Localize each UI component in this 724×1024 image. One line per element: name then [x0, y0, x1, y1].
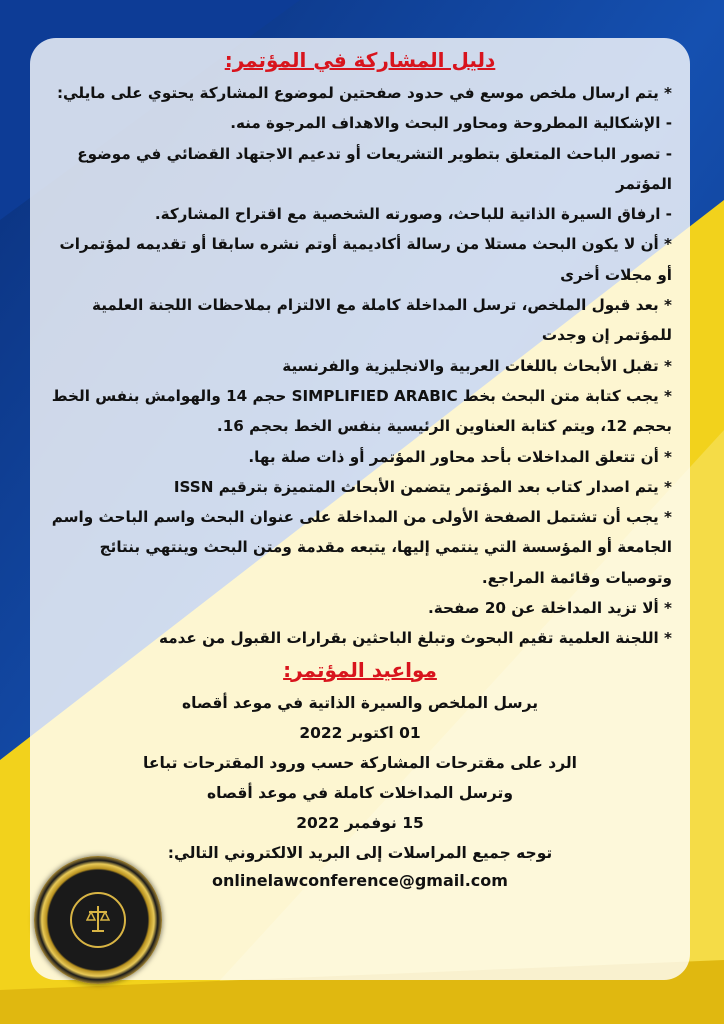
guide-item: - تصور الباحث المتعلق بتطوير التشريعات أو تدعيم الاجتهاد القضائي في موضوع المؤتمر: [77, 144, 672, 193]
university-seal-logo: [34, 856, 162, 984]
guide-item: * يتم اصدار كتاب بعد المؤتمر يتضمن الأبحاث المتميزة بترقيم ISSN: [173, 477, 672, 496]
dates-line: 15 نوفمبر 2022: [296, 813, 424, 832]
contact-email[interactable]: onlinelawconference@gmail.com: [212, 870, 508, 890]
guide-item: * اللجنة العلمية تقيم البحوث وتبلغ الباحثين بقرارات القبول من عدمه: [159, 629, 672, 648]
guide-item: * بعد قبول الملخص، ترسل المداخلة كاملة مع الالتزام بملاحظات اللجنة العلمية للمؤتمر إن وجدت: [92, 296, 672, 345]
dates-line: وترسل المداخلات كاملة في موعد أقصاه: [206, 783, 513, 802]
dates-line: 01 اكتوبر 2022: [299, 723, 421, 742]
dates-line: يرسل الملخص والسيرة الذاتية في موعد أقصاه: [181, 693, 539, 712]
content-card: [30, 38, 690, 980]
guide-item: * أن لا يكون البحث مستلا من رسالة أكاديمية أوتم نشره سابقا أو تقديمه لمؤتمرات أو مجلات أخرى: [59, 235, 672, 284]
guide-item: * يجب كتابة متن البحث بخط SIMPLIFIED ARABIC حجم 14 والهوامش بنفس الخط بحجم 12، ويتم كتابة العناوين الرئيسية بنفس الخط بحجم 16.: [51, 386, 672, 436]
dates-title: مواعيد المؤتمر:: [283, 657, 437, 682]
guide-item: * أن تتعلق المداخلات بأحد محاور المؤتمر أو ذات صلة بها.: [248, 447, 672, 466]
guide-title: دليل المشاركة في المؤتمر:: [224, 48, 496, 72]
guide-item: - الإشكالية المطروحة ومحاور البحث والاهداف المرجوة منه.: [230, 114, 672, 133]
dates-line: الرد على مقترحات المشاركة حسب ورود المقترحات تباعا: [143, 753, 577, 772]
dates-line: توجه جميع المراسلات إلى البريد الالكتروني التالي:: [167, 843, 553, 862]
guide-item: * يجب أن تشتمل الصفحة الأولى من المداخلة على عنوان البحث واسم الباحث واسم الجامعة أو المؤسسة التي ينتمي إليها، يتبعه مقدمة ومتن البحث وينتهي بنتائج وتوصيات وقائمة المراجع.: [51, 508, 672, 587]
guide-item: - ارفاق السيرة الذاتية للباحث، وصورته الشخصية مع اقتراح المشاركة.: [154, 205, 672, 224]
guide-item: * ألا تزيد المداخلة عن 20 صفحة.: [428, 599, 672, 618]
guide-item: * تقبل الأبحاث باللغات العربية والانجليزية والفرنسية: [282, 356, 672, 375]
scales-of-justice-icon: [86, 904, 110, 934]
guide-item: * يتم ارسال ملخص موسع في حدود صفحتين لموضوع المشاركة يحتوي على مايلي:: [56, 84, 672, 102]
